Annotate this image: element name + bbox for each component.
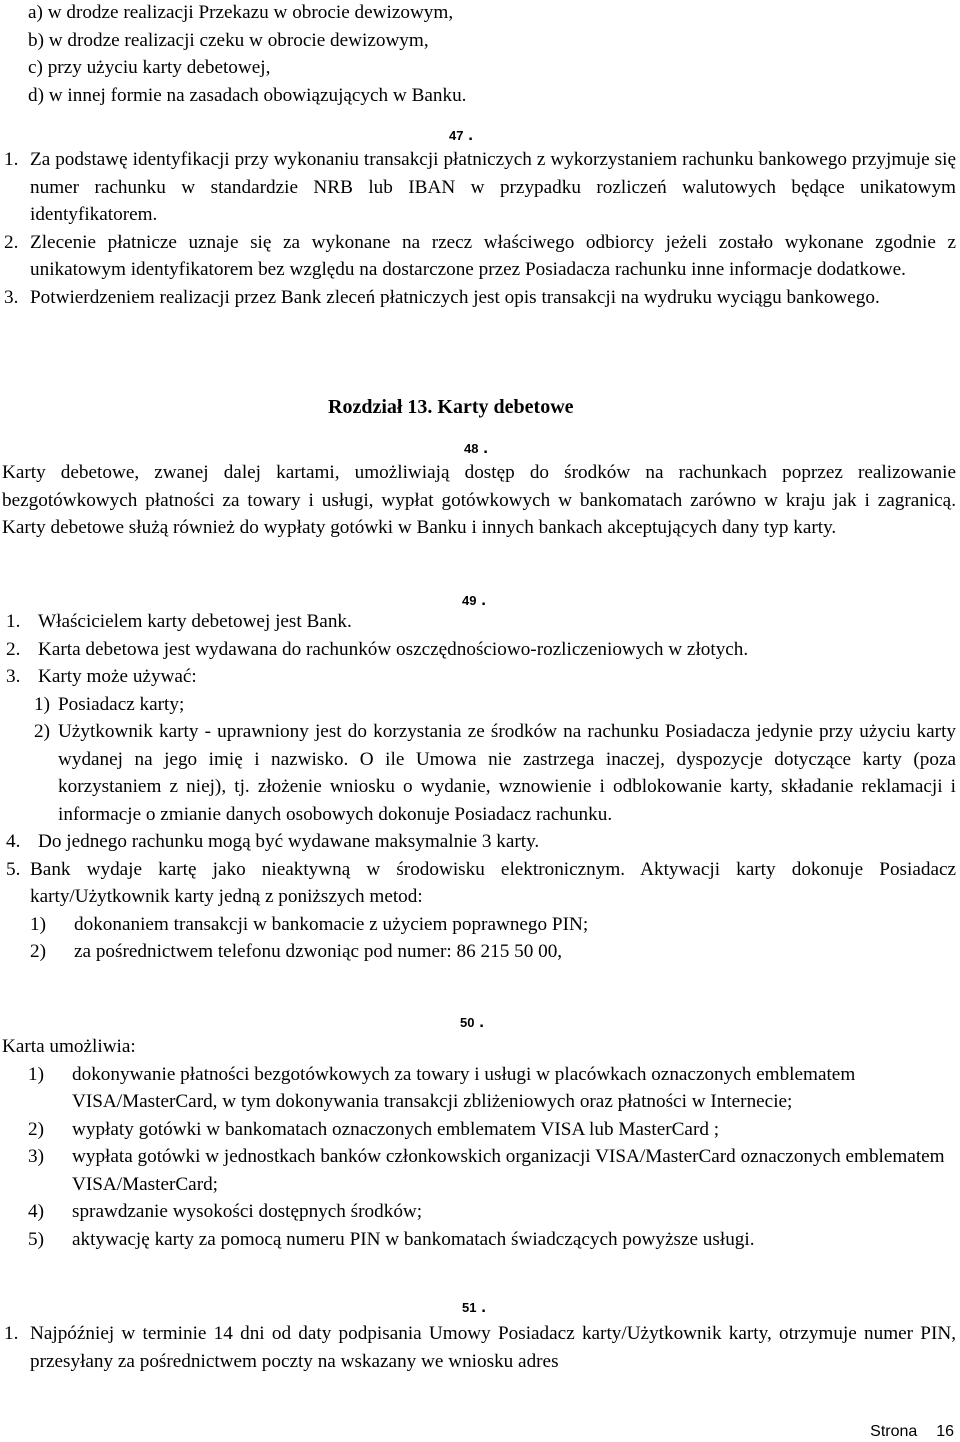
section-51 [4,1320,956,1375]
paragraph-marker-49: 49 . [462,590,486,609]
paragraph-marker-48: 48 . [464,438,488,457]
sec49-item-3: 3. Karty może używać: [6,666,197,687]
sec50-intro: Karta umożliwia: [2,1036,136,1057]
sec50-item-1: 1) dokonywanie płatności bezgotówkowych za towary i usługi w placówkach oznaczonych emblematem VISA/MasterCard, w tym dokonywania transakcji zbliżeniowych oraz płatności w Internecie; [28,1063,856,1112]
sec50-item-2: 2) wypłaty gotówki w bankomatach oznaczonych emblematem VISA lub MasterCard ; [28,1118,720,1140]
sec51-point-1: 1. Najpóźniej w terminie 14 dni od daty podpisania Umowy Posiadacz karty/Użytkownik karty, otrzymuje numer PIN, przesyłany za pośrednictwem poczty na wskazany we wniosku adres [4,1323,956,1372]
sec50-item-5: 5) aktywację karty za pomocą numeru PIN w bankomatach świadczących powyższe usługi. [28,1228,755,1250]
document-page: a) w drodze realizacji Przekazu w obrocie dewizowym, b) w drodze realizacji czeku w obrocie dewizowym, c) przy użyciu karty debetowej, d) w innej formie na zasadach obowiązujących w Banku. 47 . 1. Za podstawę identyfikacji przy wykonaniu transakcji płatniczych z wykorzystaniem rachunku bankowego przyjmuje się numer rachunku w standardzie NRB lub IBAN w przypadku rozliczeń walutowych będące unikatowym identyfikatorem. 2. Zlecenie płatnicze uznaje się za wykonane na rzecz właściwego odbiorcy jeżeli zostało wykonane zgodnie z unikatowym identyfikatorem bez względu na dostarczone przez Posiadacza rachunku inne informacje dodatkowe. 3. Potwierdzeniem realizacji przez Bank zleceń płatniczych jest opis transakcji na wydruku wyciągu bankowego. Rozdział 13. Karty debetowe 48 . Karty debetowe, zwanej dalej kartami, umożliwiają dostęp do środków na rachunkach poprzez realizowanie bezgotówkowych płatności za towary i usługi, wypłat gotówkowych w bankomatach zarówno w kraju jak i zagranicą. Karty debetowe służą również do wypłaty gotówki w Banku i innych bankach akceptujących dany typ karty. 49 . 1. Właścicielem karty debetowej jest Bank. 2. Karta debetowa jest wydawana do rachunków oszczędnościowo-rozliczeniowych w złotych. 3. Karty może używać: 1) Posiadacz karty; 2) Użytkownik karty - uprawniony jest do korzystania ze środków na rachunku Posiadacza jedynie przy użyciu karty wydanej na jego imię i nazwisko. O ile Umowa nie zastrzega inaczej, dyspozycje dotyczące karty (poza korzystaniem z niej), tj. złożenie wniosku o wydanie, wznowienie i odblokowanie karty, składanie reklamacji i informacje o zmianie danych osobowych dokonuje Posiadacz rachunku. 4. Do jednego rachunku mogą być wydawane maksymalnie 3 karty. 5. Bank wydaje kartę jako nieaktywną w środowisku elektronicznym. Aktywacji karty dokonuje Posiadacz karty/Użytkownik karty jedną z poniższych metod: 1) dokonaniem transakcji w bankomacie z użyciem poprawnego PIN; 2) za pośrednictwem telefonu dzwoniąc pod numer: 86 215 50 00, 50 . Karta umożliwia: 1) dokonywanie płatności bezgotówkowych za towary i usługi w placówkach oznaczonych emblematem VISA/MasterCard, w tym dokonywania transakcji zbliżeniowych oraz płatności w Internecie; 2) wypłaty gotówki w bankomatach oznaczonych emblematem VISA lub MasterCard ; 3) wypłata gotówki w jednostkach banków członkowskich organizacji VISA/MasterCard oznaczonych emblematem VISA/MasterCard; 4) sprawdzanie wysokości dostępnych środków; 5) aktywację karty za pomocą numeru PIN w bankomatach świadczących powyższe usługi. 51 . 1. Najpóźniej w terminie 14 dni od daty podpisania Umowy Posiadacz karty/Użytkownik karty, otrzymuje numer PIN, przesyłany za pośrednictwem poczty na wskazany we wniosku adres Strona 16 [0,0,960,1442]
sec49-subitem-2: 2) Użytkownik karty - uprawniony jest do korzystania ze środków na rachunku Posiadacza jedynie przy użyciu karty wydanej na jego imię i nazwisko. O ile Umowa nie zastrzega inaczej, dyspozycje dotyczące karty (poza korzystaniem z niej), tj. złożenie wniosku o wydanie, wznowienie i odblokowanie karty, składanie reklamacji i informacje o zmianie danych osobowych dokonuje Posiadacz rachunku. [34,721,956,825]
sec49-method-2: 2) za pośrednictwem telefonu dzwoniąc pod numer: 86 215 50 00, [30,941,563,962]
sec49-item-4: 4. Do jednego rachunku mogą być wydawane maksymalnie 3 karty. [6,831,540,852]
list-item: b) w drodze realizacji czeku w obrocie dewizowym, [28,29,429,51]
sec50-item-4: 4) sprawdzanie wysokości dostępnych środków; [28,1201,423,1222]
paragraph-marker-51: 51 . [462,1297,486,1316]
sec48-text: Karty debetowe, zwanej dalej kartami, umożliwiają dostęp do środków na rachunkach poprzez realizowanie bezgotówkowych płatności za towary i usługi, wypłat gotówkowych w bankomatach zarówno w kraju jak i zagranicą. Karty debetowe służą również do wypłaty gotówki w Banku i innych bankach akceptujących dany typ karty. [2,462,956,538]
sec47-point-3: 3. Potwierdzeniem realizacji przez Bank zleceń płatniczych jest opis transakcji na wydruku wyciągu bankowego. [4,286,880,308]
sec49-item-2: 2. Karta debetowa jest wydawana do rachunków oszczędnościowo-rozliczeniowych w złotych. [6,638,749,660]
page-number: 16 [936,1423,954,1440]
section-49 [6,608,956,966]
sec50-item-3: 3) wypłata gotówki w jednostkach banków członkowskich organizacji VISA/MasterCard oznaczonych emblematem VISA/MasterCard; [28,1146,945,1195]
sec47-point-2: 2. Zlecenie płatnicze uznaje się za wykonane na rzecz właściwego odbiorcy jeżeli zostało wykonane zgodnie z unikatowym identyfikatorem bez względu na dostarczone przez Posiadacza rachunku inne informacje dodatkowe. [4,231,956,280]
page-footer [870,1422,954,1442]
sec49-subitem-1: 1) Posiadacz karty; [34,693,185,715]
list-item: d) w innej formie na zasadach obowiązujących w Banku. [28,84,467,106]
list-item: c) przy użyciu karty debetowej, [28,57,271,78]
sec49-item-5: 5. Bank wydaje kartę jako nieaktywną w środowisku elektronicznym. Aktywacji karty dokonuje Posiadacz karty/Użytkownik karty jedną z poniższych metod: [6,858,956,907]
section-50 [2,1033,956,1253]
list-item: a) w drodze realizacji Przekazu w obrocie dewizowym, [28,2,454,23]
page-label: Strona [870,1423,918,1440]
paragraph-marker-47: 47 . [449,125,473,144]
sec49-method-1: 1) dokonaniem transakcji w bankomacie z użyciem poprawnego PIN; [30,913,589,935]
sec49-item-1: 1. Właścicielem karty debetowej jest Bank. [6,611,352,632]
section-47 [4,146,956,311]
paragraph-marker-50: 50 . [460,1012,484,1031]
top-list [28,0,956,109]
sec47-point-1: 1. Za podstawę identyfikacji przy wykonaniu transakcji płatniczych z wykorzystaniem rachunku bankowego przyjmuje się numer rachunku w standardzie NRB lub IBAN w przypadku rozliczeń walutowych będące unikatowym identyfikatorem. [4,149,956,225]
